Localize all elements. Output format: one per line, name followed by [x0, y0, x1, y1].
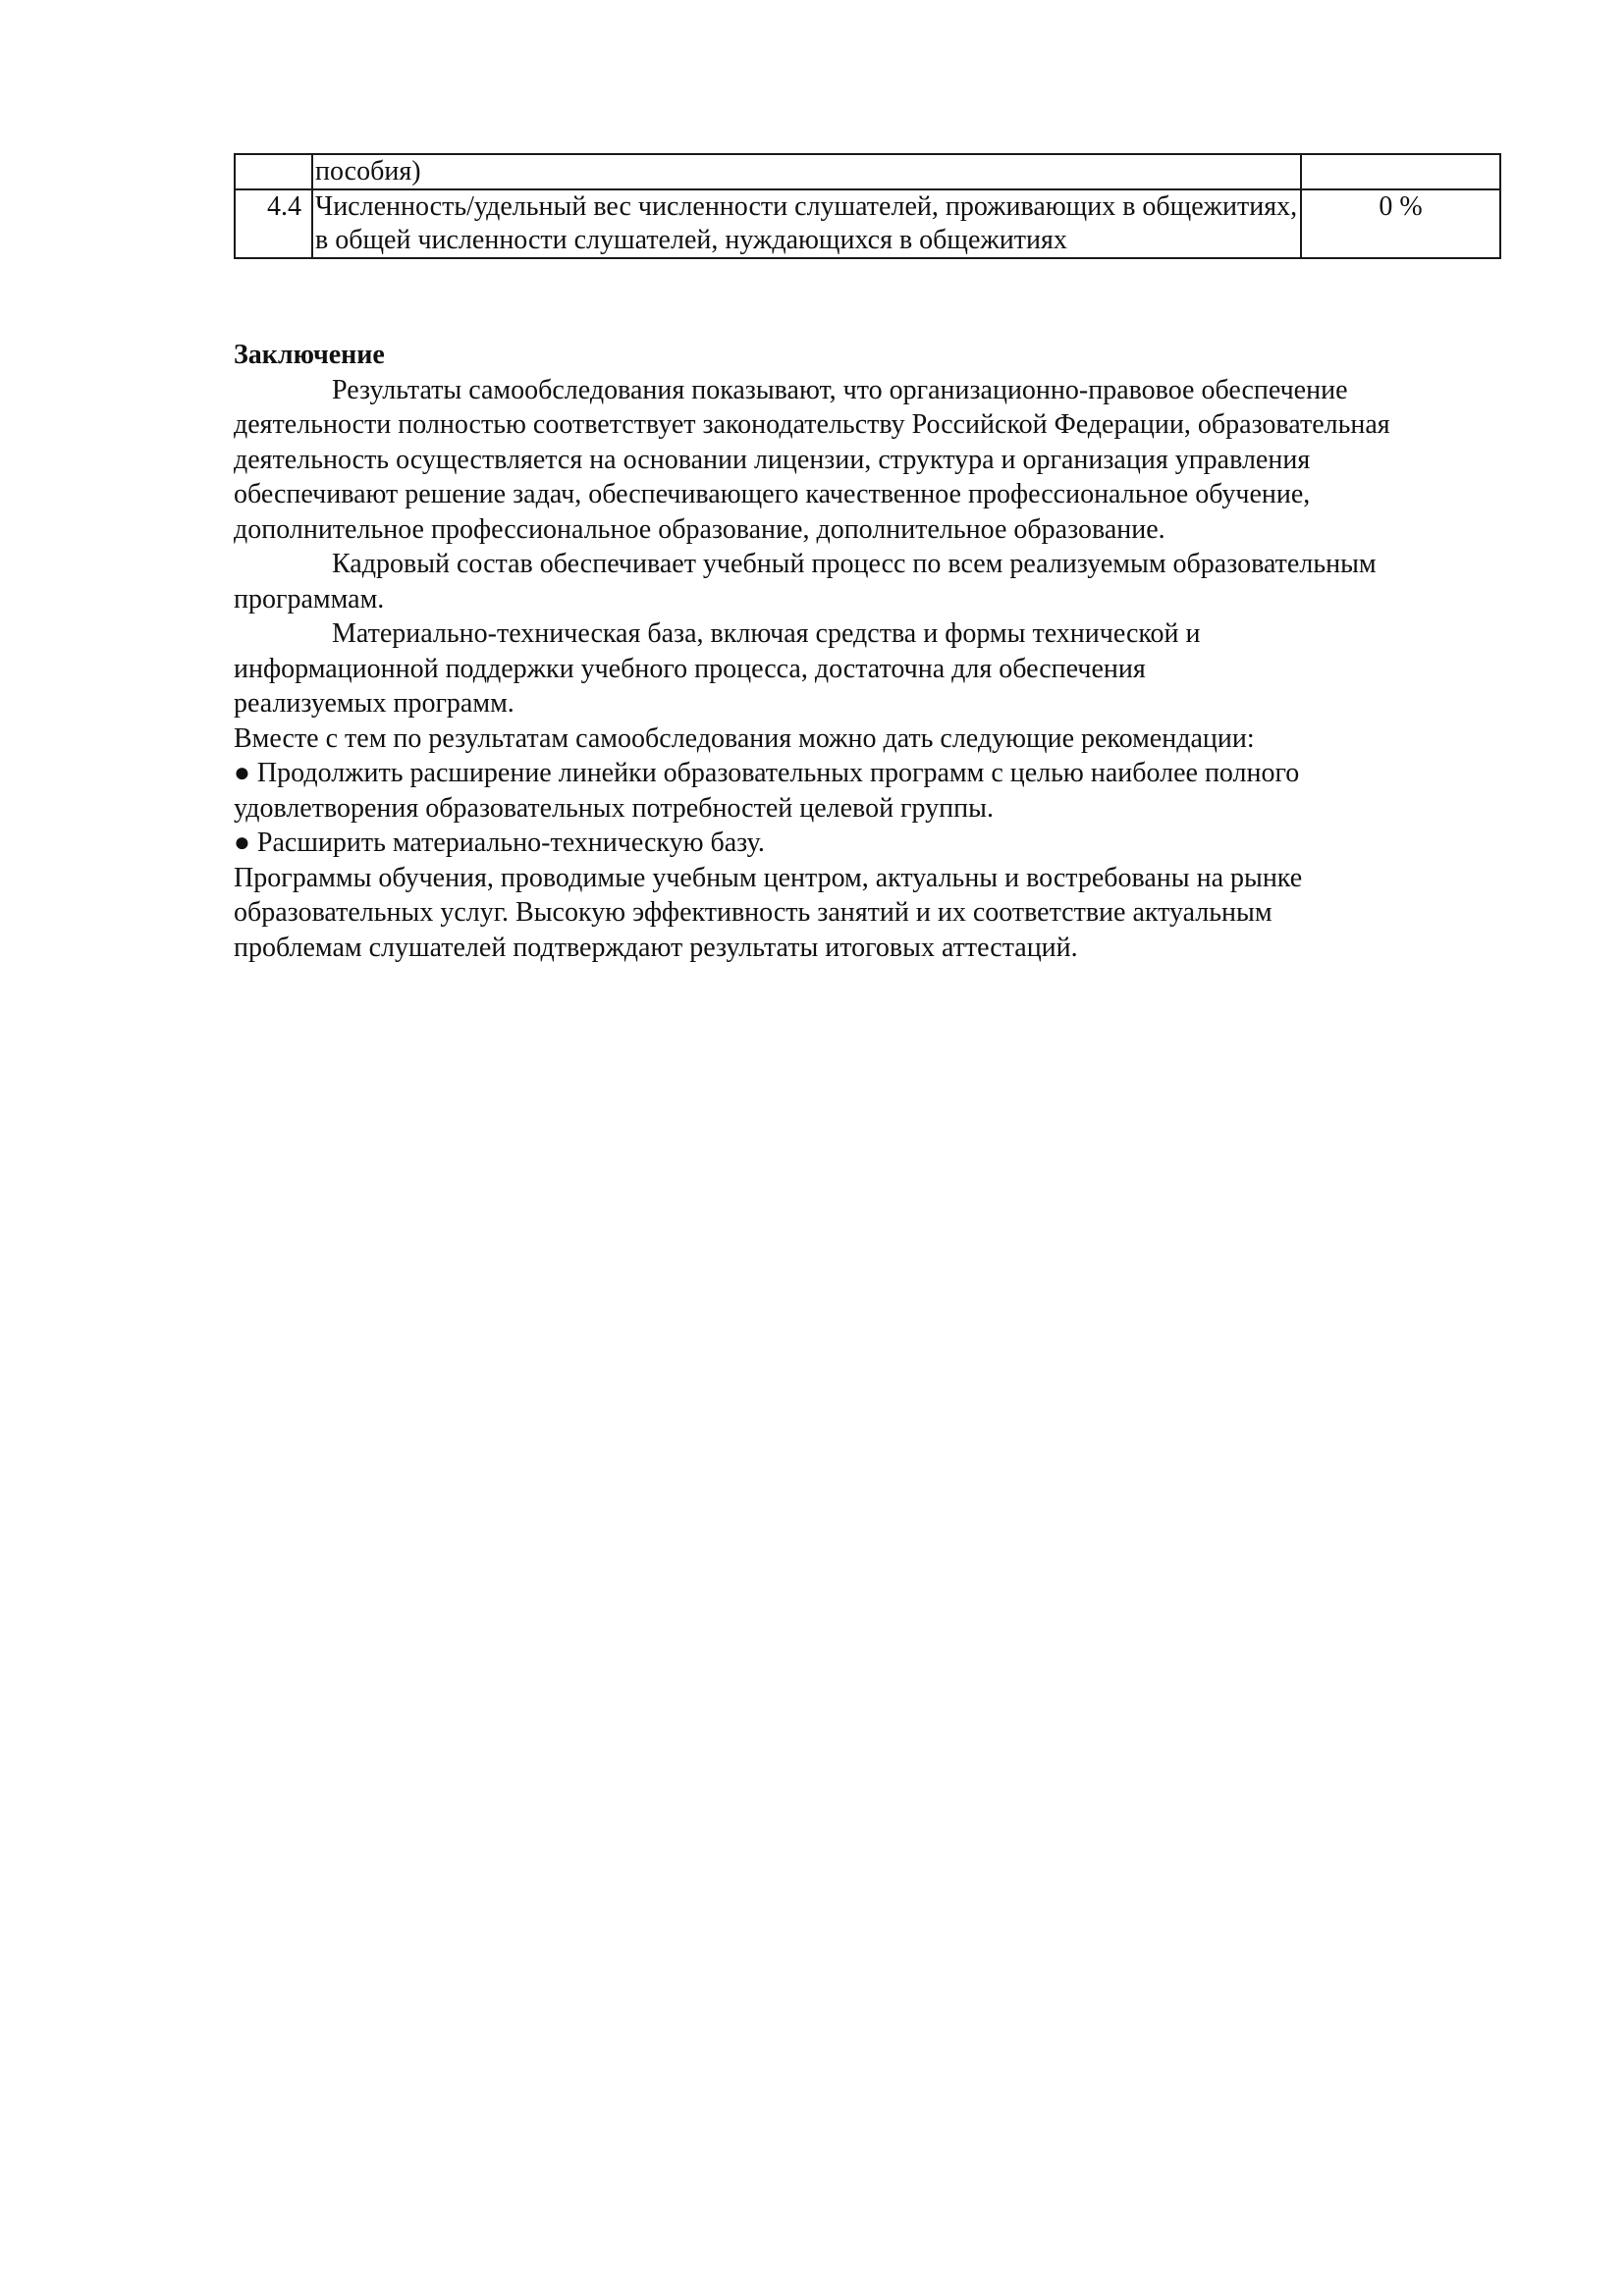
conclusion-heading: Заключение [234, 340, 385, 370]
table-row [235, 154, 1500, 189]
paragraph-line: Вместе с тем по результатам самообследования можно дать следующие рекомендации: [234, 722, 1255, 754]
paragraph-line: обеспечивают решение задач, обеспечивающего качественное профессиональное обучение, [234, 479, 1311, 509]
paragraph-programs [234, 861, 1520, 966]
paragraph-line: Программы обучения, проводимые учебным центром, актуальны и востребованы на рынке [234, 862, 1303, 893]
row-description [312, 189, 1301, 258]
bullet-item [234, 826, 1520, 861]
paragraph-line: Кадровый состав обеспечивает учебный процесс по всем реализуемым образовательным [332, 549, 1377, 579]
row-number: 4.4 [235, 189, 312, 258]
metrics-table [234, 153, 1501, 259]
paragraph-recommendations-intro [234, 721, 1520, 757]
row-value [1301, 154, 1500, 189]
conclusion-section [234, 338, 1520, 965]
row-description-text: Численность/удельный вес численности слушателей, проживающих в общежитиях, в общей численности слушателей, нуждающихся в общежитиях [315, 191, 1298, 255]
paragraph-line: Результаты самообследования показывают, что организационно-правовое обеспечение [332, 374, 1348, 405]
bullet-line: ● Расширить материально-техническую базу. [234, 828, 765, 858]
row-number [235, 154, 312, 189]
paragraph-line: Материально-техническая база, включая средства и формы технической и [332, 618, 1201, 649]
paragraph-materials [234, 616, 1520, 721]
row-description: пособия) [312, 154, 1301, 189]
row-value: 0 % [1301, 189, 1500, 258]
paragraph-line: информационной поддержки учебного процесса, достаточна для обеспечения [234, 653, 1146, 684]
paragraph-line: программам. [234, 583, 385, 614]
paragraph-staff [234, 547, 1520, 616]
paragraph-line: деятельность осуществляется на основании лицензии, структура и организация управления [234, 444, 1311, 475]
table-row [235, 189, 1500, 258]
paragraph-line: деятельности полностью соответствует законодательству Российской Федерации, образовательная [234, 409, 1390, 440]
bullet-item [234, 756, 1520, 826]
paragraph-line: дополнительное профессиональное образование, дополнительное образование. [234, 513, 1165, 545]
bullet-line: удовлетворения образовательных потребностей целевой группы. [234, 792, 994, 824]
paragraph-line: реализуемых программ. [234, 688, 514, 719]
paragraph-results [234, 373, 1520, 548]
paragraph-line: образовательных услуг. Высокую эффективность занятий и их соответствие актуальным [234, 897, 1272, 928]
paragraph-line: проблемам слушателей подтверждают результаты итоговых аттестаций. [234, 932, 1078, 963]
bullet-line: ● Продолжить расширение линейки образовательных программ с целью наиболее полного [234, 758, 1300, 788]
